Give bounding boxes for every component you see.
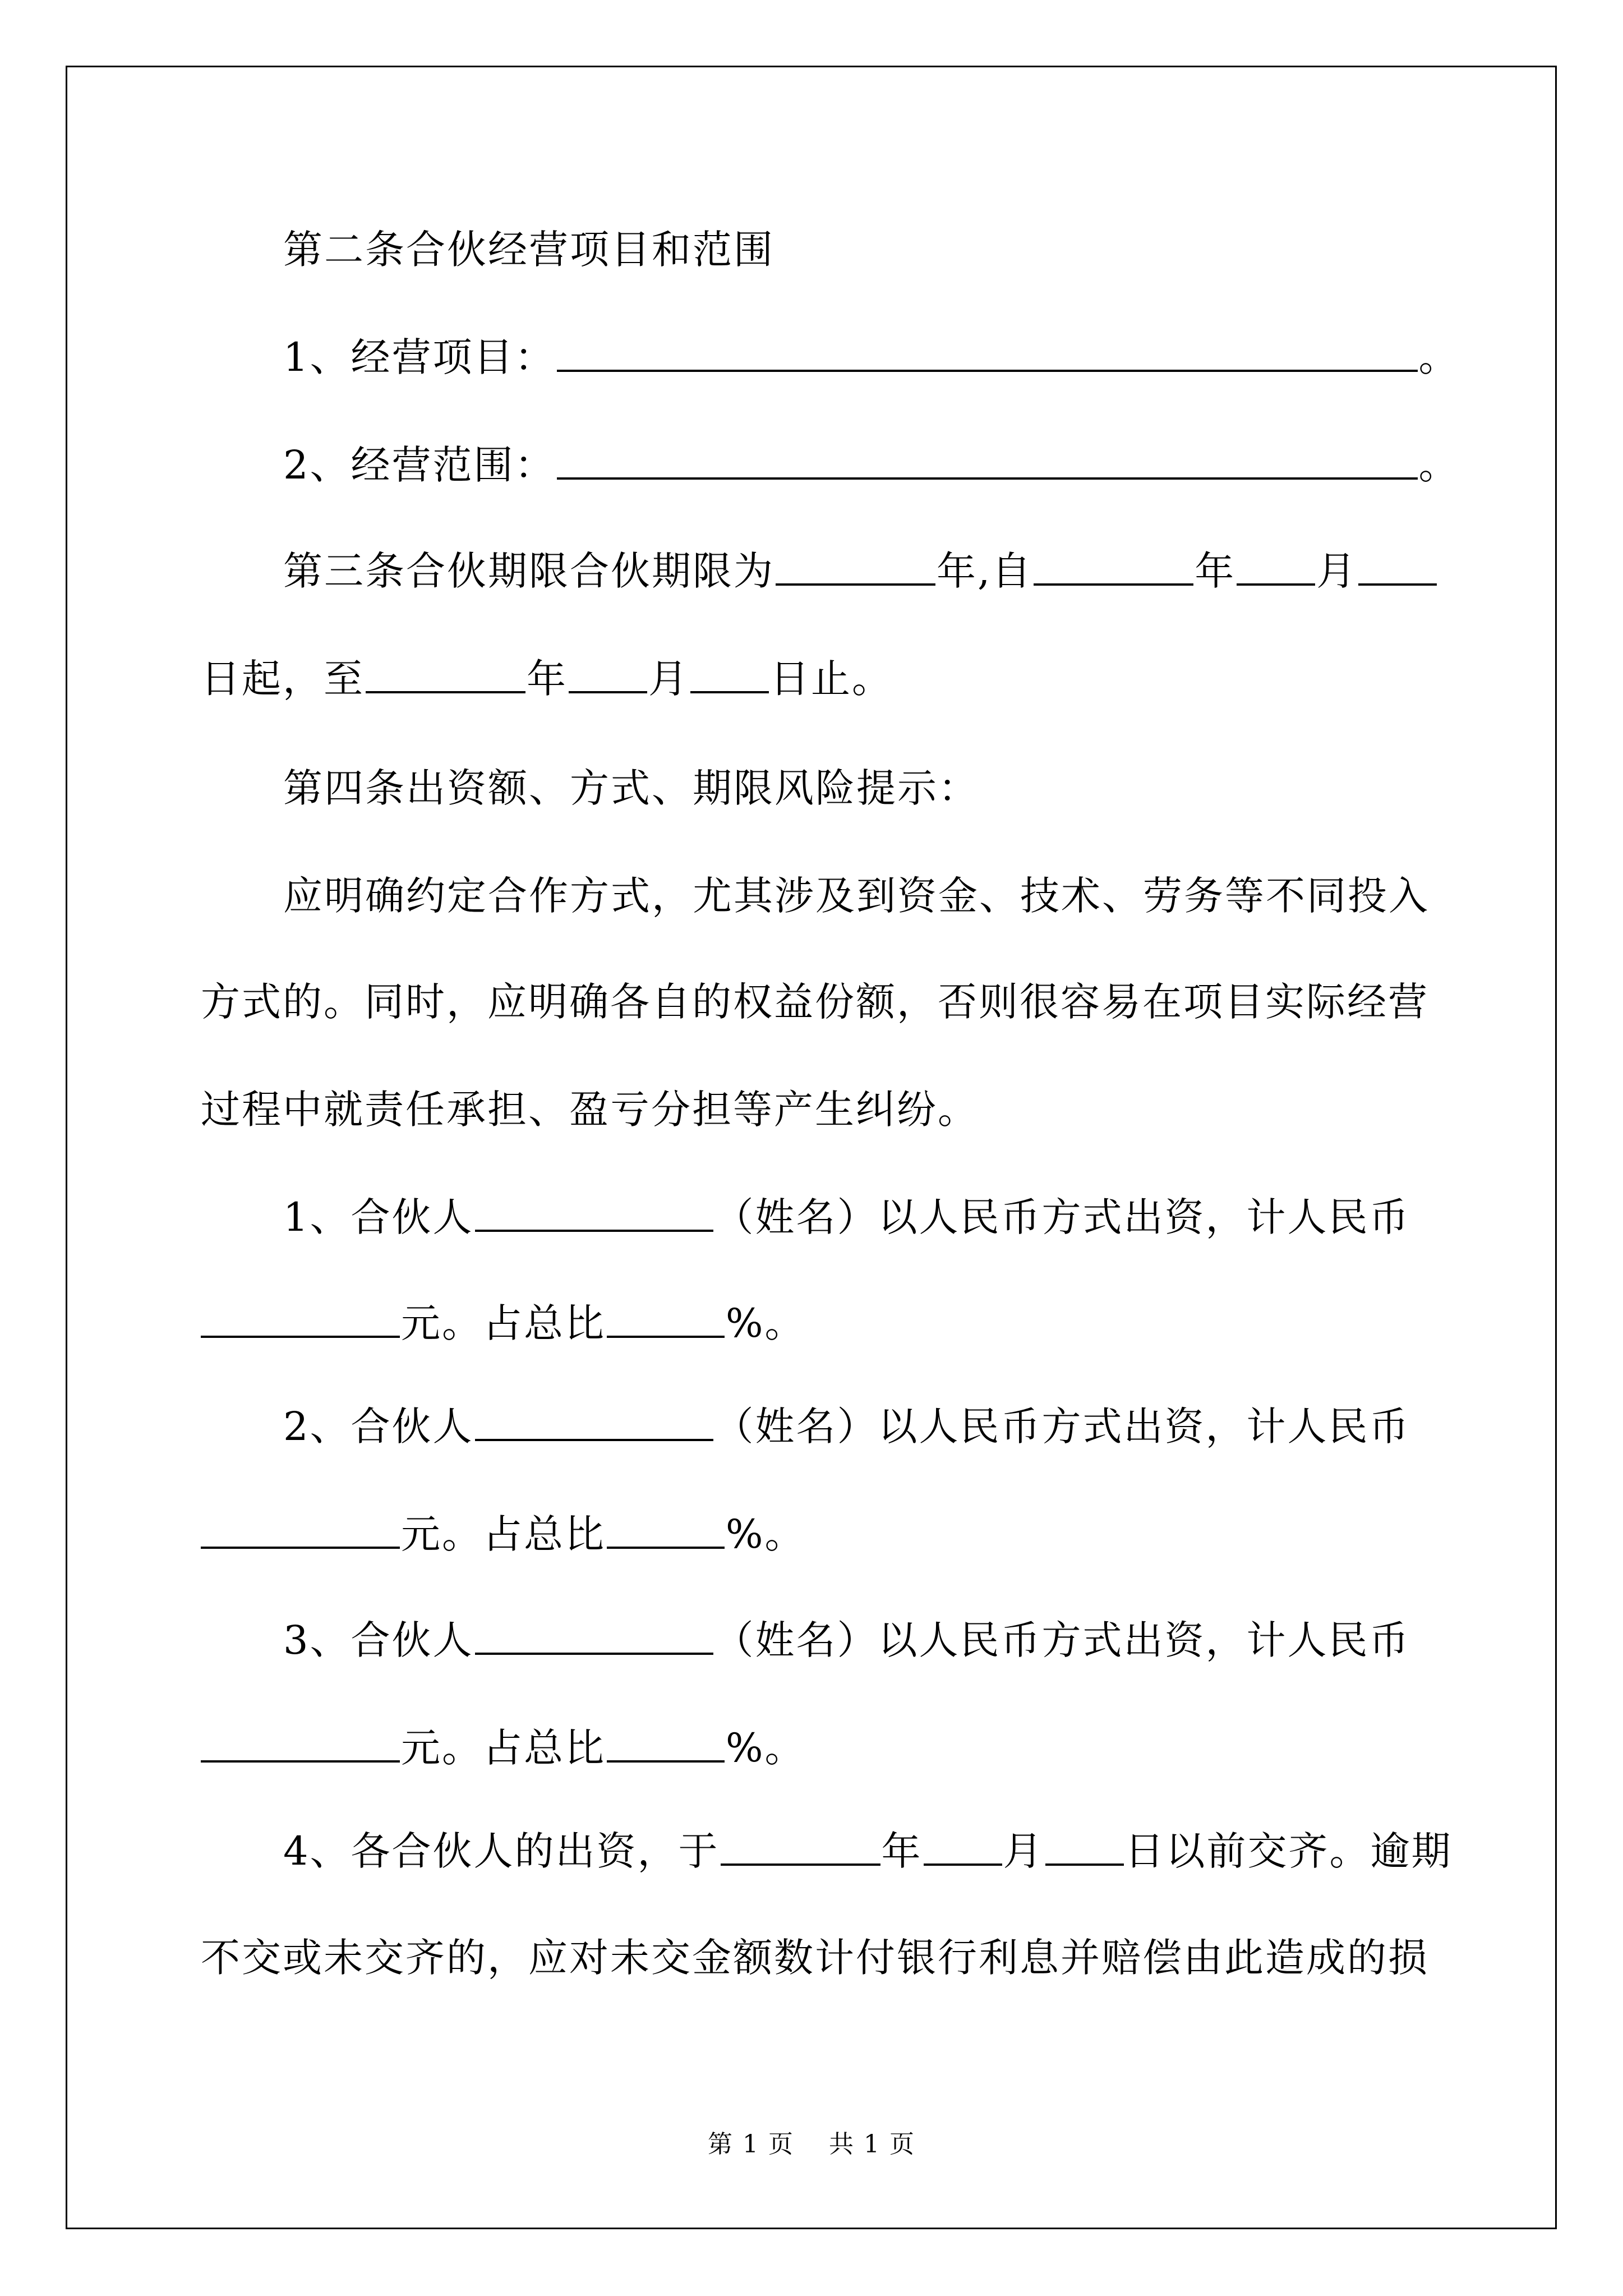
partner-2-amount-blank[interactable]	[201, 1512, 400, 1549]
partner-2-line-1	[283, 1404, 1410, 1449]
business-project-line	[283, 335, 1460, 380]
article-3-text: 第三条合伙期限合伙期限为	[283, 548, 774, 594]
end-month-blank[interactable]	[569, 656, 647, 693]
partner-label: 2、合伙人	[283, 1404, 474, 1450]
partner-label: 1、合伙人	[283, 1194, 474, 1240]
risk-note-line-3: 过程中就责任承担、盈亏分担等产生纠纷。	[201, 1087, 979, 1133]
year-label: 年	[527, 656, 568, 702]
business-project-label: 1、经营项目：	[283, 334, 556, 380]
item-4-line-1	[283, 1829, 1453, 1874]
start-month-blank[interactable]	[1237, 549, 1315, 586]
risk-note-line-2: 方式的。同时，应明确各自的权益份额，否则很容易在项目实际经营	[201, 979, 1429, 1025]
amount-unit-text: 元。占总比	[401, 1725, 606, 1771]
partner-contribution-text: （姓名）以人民币方式出资，计人民币	[714, 1404, 1410, 1450]
partner-1-amount-blank[interactable]	[201, 1301, 400, 1338]
year-label: 年	[881, 1828, 923, 1874]
start-year-blank[interactable]	[1034, 549, 1193, 586]
partner-1-line-1	[283, 1195, 1410, 1240]
article-4-heading: 第四条出资额、方式、期限风险提示：	[283, 765, 979, 811]
partner-3-line-2	[201, 1726, 806, 1770]
partner-3-amount-blank[interactable]	[201, 1726, 400, 1763]
deadline-year-blank[interactable]	[721, 1829, 880, 1866]
period-mark: 。	[1418, 442, 1460, 488]
partner-3-line-1	[283, 1618, 1410, 1663]
item-4-tail-text: 日以前交齐。逾期	[1124, 1828, 1453, 1874]
year-label: 年	[1195, 548, 1236, 594]
percent-sign: %。	[726, 1511, 806, 1557]
period-mark: 。	[1418, 334, 1460, 380]
article-3-line-1	[283, 549, 1438, 593]
partner-3-percent-blank[interactable]	[607, 1726, 725, 1763]
deadline-month-blank[interactable]	[924, 1829, 1002, 1866]
partner-1-percent-blank[interactable]	[607, 1301, 725, 1338]
partner-contribution-text: （姓名）以人民币方式出资，计人民币	[714, 1194, 1410, 1240]
month-label: 月	[648, 656, 689, 702]
end-year-blank[interactable]	[366, 656, 525, 693]
item-4-text: 4、各合伙人的出资，于	[283, 1828, 720, 1874]
risk-note-line-1: 应明确约定合作方式，尤其涉及到资金、技术、劳务等不同投入	[283, 873, 1430, 919]
page-border	[66, 66, 1557, 2229]
partner-1-line-2	[201, 1301, 806, 1346]
page-number-footer: 第 1 页 共 1 页	[708, 2130, 915, 2159]
partner-2-percent-blank[interactable]	[607, 1512, 725, 1549]
month-label: 月	[1316, 548, 1358, 594]
partner-3-name-blank[interactable]	[475, 1618, 713, 1655]
day-end-label: 日止。	[770, 656, 893, 702]
partner-1-name-blank[interactable]	[475, 1195, 713, 1232]
end-day-blank[interactable]	[690, 656, 769, 693]
business-scope-blank[interactable]	[557, 443, 1418, 480]
amount-unit-text: 元。占总比	[401, 1300, 606, 1346]
partner-contribution-text: （姓名）以人民币方式出资，计人民币	[714, 1617, 1410, 1663]
start-day-blank[interactable]	[1358, 549, 1437, 586]
business-project-blank[interactable]	[557, 335, 1418, 372]
deadline-day-blank[interactable]	[1045, 1829, 1124, 1866]
article-3-line-2	[201, 656, 893, 701]
term-years-blank[interactable]	[776, 549, 935, 586]
month-label: 月	[1003, 1828, 1044, 1874]
business-scope-label: 2、经营范围：	[283, 442, 556, 488]
article-2-heading: 第二条合伙经营项目和范围	[283, 227, 774, 273]
percent-sign: %。	[726, 1300, 806, 1346]
business-scope-line	[283, 443, 1460, 487]
percent-sign: %。	[726, 1725, 806, 1771]
partner-2-name-blank[interactable]	[475, 1404, 713, 1441]
partner-label: 3、合伙人	[283, 1617, 474, 1663]
partner-2-line-2	[201, 1512, 806, 1557]
start-until-label: 日起，至	[201, 656, 365, 702]
amount-unit-text: 元。占总比	[401, 1511, 606, 1557]
item-4-line-2: 不交或未交齐的，应对未交金额数计付银行利息并赔偿由此造成的损	[201, 1935, 1429, 1981]
year-from-label: 年,自	[937, 548, 1033, 594]
